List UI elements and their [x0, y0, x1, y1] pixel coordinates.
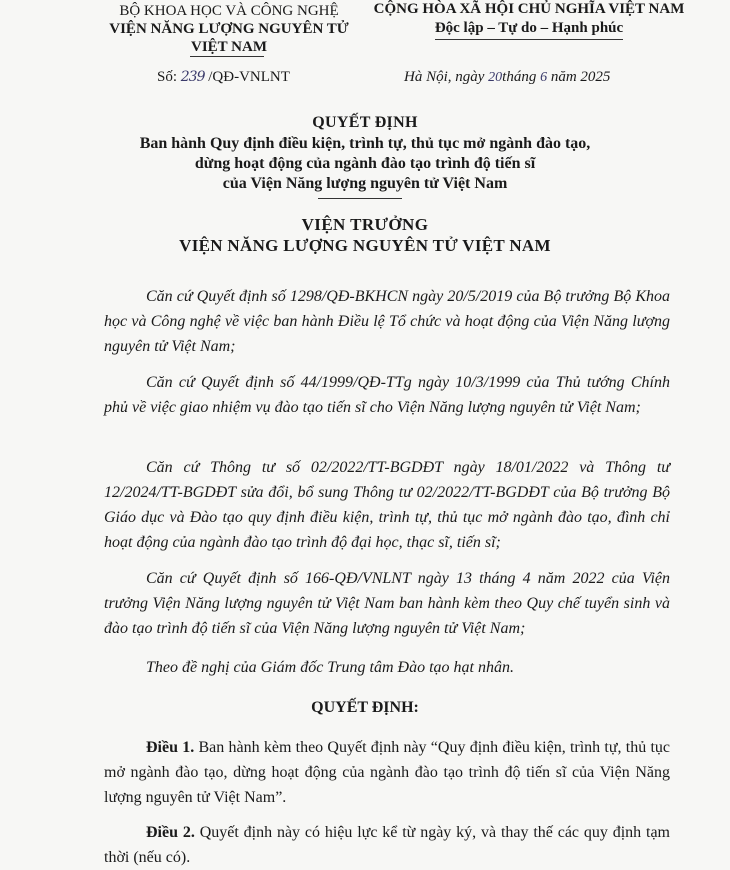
institute-name-line2: VIỆT NAM — [191, 39, 267, 55]
issue-date — [404, 69, 610, 86]
document-number — [157, 69, 290, 86]
article-2-text: Quyết định này có hiệu lực kể từ ngày ký, và thay thế các quy định tạm thời (nếu có). — [104, 824, 671, 866]
article-1-text: Ban hành kèm theo Quyết định này “Quy định điều kiện, trình tự, thủ tục mở ngành đào tạo, dừng hoạt động của ngành đào tạo trình độ tiến sĩ của Viện Năng lượng nguyên tử Việt Nam”. — [104, 739, 671, 806]
date-part1: Hà Nội, ngày — [404, 69, 489, 85]
national-motto: Độc lập – Tự do – Hạnh phúc — [435, 19, 623, 40]
legal-basis-1: Căn cứ Quyết định số 1298/QĐ-BKHCN ngày 20/5/2019 của Bộ trưởng Bộ Khoa học và Công nghệ về việc ban hành Điều lệ Tổ chức và hoạt động của Viện Năng lượng nguyên tử Việt Nam; — [104, 288, 670, 355]
date-part3: năm 2025 — [547, 69, 611, 85]
doc-number-handwritten: 239 — [180, 69, 205, 85]
date-part2: tháng — [502, 69, 541, 85]
national-header — [368, 0, 690, 40]
subject-line2: dừng hoạt động của ngành đào tạo trình độ tiến sĩ — [194, 155, 536, 172]
article-2-label: Điều 2. — [146, 824, 195, 841]
subject-line3: của Viện Năng lượng nguyên tử Việt Nam — [222, 175, 508, 192]
authority-institute: VIỆN NĂNG LƯỢNG NGUYÊN TỬ VIỆT NAM — [179, 236, 551, 255]
legal-basis-2: Căn cứ Quyết định số 44/1999/QĐ-TTg ngày 10/3/1999 của Thủ tướng Chính phủ về việc giao nhiệm vụ đào tạo tiến sĩ cho Viện Năng lượng nguyên tử Việt Nam; — [104, 374, 670, 416]
decision-heading: QUYẾT ĐỊNH: — [311, 699, 419, 716]
article-1 — [104, 735, 670, 810]
doc-number-suffix: /QĐ-VNLNT — [204, 69, 290, 85]
proposal-basis: Theo đề nghị của Giám đốc Trung tâm Đào tạo hạt nhân. — [146, 659, 514, 676]
subject-underline — [318, 198, 402, 199]
document-subject — [0, 134, 730, 194]
date-month-handwritten: 6 — [540, 70, 548, 85]
article-2 — [104, 820, 670, 870]
parent-ministry: BỘ KHOA HỌC VÀ CÔNG NGHỆ — [119, 3, 339, 19]
authority-title: VIỆN TRƯỞNG — [301, 215, 429, 234]
date-day-handwritten: 20 — [488, 70, 503, 85]
legal-basis-3: Căn cứ Thông tư số 02/2022/TT-BGDĐT ngày 18/01/2022 và Thông tư 12/2024/TT-BGDĐT sửa đổi, bổ sung Thông tư 02/2022/TT-BGDĐT của Bộ trưởng Bộ Giáo dục và Đào tạo quy định điều kiện, trình tự, thủ tục mở ngành đào tạo, đình chỉ hoạt động của ngành đào tạo trình độ đại học, thạc sĩ, tiến sĩ; — [104, 459, 670, 551]
organization-underline — [190, 56, 264, 57]
article-1-label: Điều 1. — [146, 739, 195, 756]
doc-number-prefix: Số: — [157, 69, 181, 85]
issuing-organization — [104, 2, 354, 56]
document-type-heading: QUYẾT ĐỊNH — [312, 114, 418, 131]
institute-name-line1: VIỆN NĂNG LƯỢNG NGUYÊN TỬ — [109, 21, 349, 37]
legal-basis-4: Căn cứ Quyết định số 166-QĐ/VNLNT ngày 13 tháng 4 năm 2022 của Viện trưởng Viện Năng lượng nguyên tử Việt Nam ban hành kèm theo Quy chế tuyển sinh và đào tạo trình độ tiến sĩ của Viện Năng lượng nguyên tử Việt Nam; — [104, 570, 670, 637]
subject-line1: Ban hành Quy định điều kiện, trình tự, thủ tục mở ngành đào tạo, — [139, 135, 591, 152]
country-name: CỘNG HÒA XÃ HỘI CHỦ NGHĨA VIỆT NAM — [373, 1, 685, 17]
